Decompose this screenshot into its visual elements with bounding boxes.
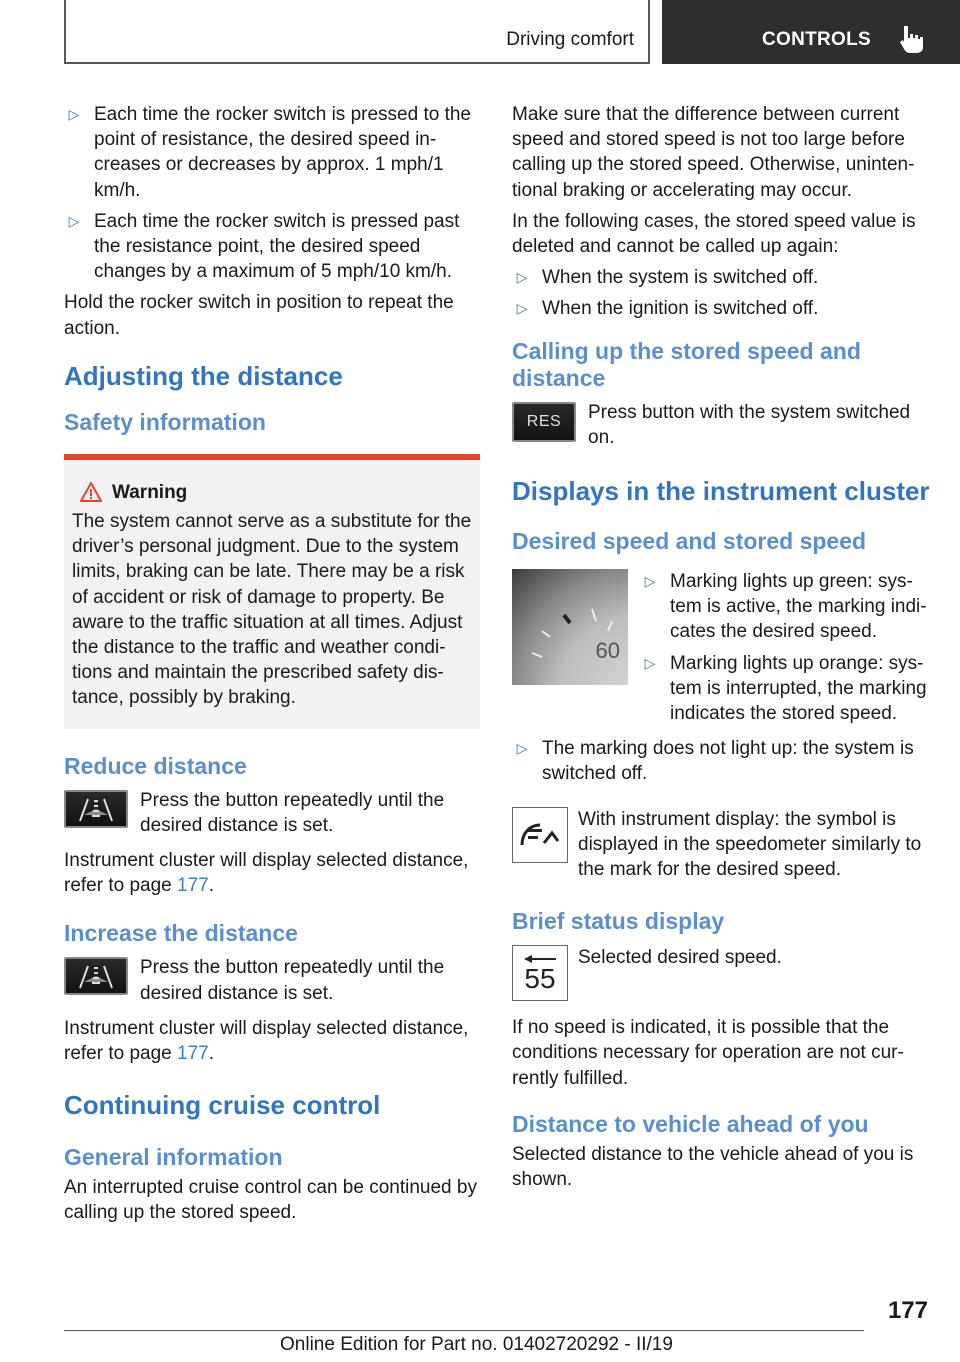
heading-general-information: General information — [64, 1144, 283, 1171]
general-paragraph: An interrupted cruise control can be continued by calling up the stored speed. — [64, 1177, 477, 1224]
brief-row — [512, 945, 932, 1001]
triangle-bullet-icon: ▷ — [516, 740, 528, 757]
list-item: ▷ Marking lights up orange: sys-tem is interrupted, the marking indicates the stored speed. — [640, 651, 932, 727]
heading-desired-stored: Desired speed and stored speed — [512, 528, 867, 555]
page-number: 177 — [887, 1297, 928, 1324]
brief-speed-value: 55 — [524, 963, 556, 995]
triangle-bullet-icon: ▷ — [68, 106, 80, 122]
distance-button-icon — [64, 957, 128, 995]
instrument-row — [512, 807, 932, 883]
header-chapter-title: CONTROLS — [762, 29, 872, 50]
warning-text: The system cannot serve as a substitute for the driver’s personal judgment. Due to the system limits, braking can be late. There may be a risk of accident or risk of damage to property. Be aware to the traffic situation at all times. Adjust the distance to the traffic and weather condi-tions and maintain the prescribed safety dis-tance, possibly by braking. — [72, 511, 472, 709]
increase-reference: Instrument cluster will display selected distance, refer to page 177. — [64, 1017, 469, 1065]
gauge-speed-value: 60 — [595, 637, 620, 663]
heading-adjusting-distance: Adjusting the distance — [64, 360, 343, 391]
triangle-bullet-icon: ▷ — [644, 654, 656, 671]
cruise-symbol-icon — [512, 807, 568, 863]
page-link[interactable]: 177 — [177, 875, 209, 897]
list-item: ▷ When the ignition is switched off. — [512, 296, 932, 321]
res-button-icon: RES — [512, 402, 576, 442]
header-section-box — [64, 0, 650, 64]
triangle-bullet-icon: ▷ — [644, 573, 656, 590]
heading-vehicle-ahead: Distance to vehicle ahead of you — [512, 1110, 869, 1137]
heading-increase-distance: Increase the distance — [64, 920, 298, 947]
speedometer-gauge-image — [512, 569, 628, 685]
marking-list — [640, 569, 932, 732]
increase-distance-row — [64, 955, 480, 1005]
triangle-bullet-icon: ▷ — [516, 269, 528, 286]
instrument-text: With instrument display: the symbol is displayed in the speedometer similarly to the mark for the desired speed. — [578, 808, 922, 881]
header-chapter-box — [662, 0, 960, 64]
following-cases-paragraph: In the following cases, the stored speed value is deleted and cannot be called up again: — [512, 210, 916, 258]
heading-displays-cluster: Displays in the instrument cluster — [512, 476, 930, 507]
heading-calling-stored: Calling up the stored speed and distance — [512, 337, 861, 391]
warning-title: Warning — [72, 480, 472, 505]
heading-reduce-distance: Reduce distance — [64, 752, 247, 779]
rocker-switch-list — [64, 102, 480, 284]
reduce-distance-text: Press the button repeatedly until the desired distance is set. — [140, 789, 445, 836]
vehicle-ahead-paragraph: Selected distance to the vehicle ahead of you is shown. — [512, 1143, 914, 1191]
warning-box — [64, 454, 480, 729]
right-column — [512, 102, 932, 1198]
list-item: ▷ When the system is switched off. — [512, 265, 932, 290]
footer-divider — [64, 1330, 864, 1331]
heading-brief-status: Brief status display — [512, 908, 725, 935]
reduce-distance-row — [64, 788, 480, 838]
warning-triangle-icon — [80, 482, 102, 502]
reduce-reference: Instrument cluster will display selected distance, refer to page 177. — [64, 850, 469, 897]
triangle-bullet-icon: ▷ — [516, 300, 528, 317]
header-section-title: Driving comfort — [506, 29, 634, 50]
heading-continuing-cruise: Continuing cruise control — [64, 1090, 381, 1121]
page-link[interactable]: 177 — [177, 1043, 209, 1065]
make-sure-paragraph: Make sure that the difference between current speed and stored speed is not too large before calling up the stored speed. Otherwise, uninten-tional braking or accelerating may occur. — [512, 104, 915, 201]
cases-list — [512, 265, 932, 321]
marking-off-list — [512, 736, 932, 786]
list-item: ▷ The marking does not light up: the system is switched off. — [512, 736, 932, 786]
list-item: ▷ Each time the rocker switch is pressed to the point of resistance, the desired speed in-creases or decreases by approx. 1 mph/1 km/h. — [64, 102, 480, 203]
brief-speed-symbol — [512, 945, 568, 1001]
hold-paragraph: Hold the rocker switch in position to repeat the action. — [64, 292, 454, 339]
list-item: ▷ Each time the rocker switch is pressed past the resistance point, the desired speed changes by a maximum of 5 mph/10 km/h. — [64, 209, 480, 285]
brief-text: Selected desired speed. — [578, 947, 782, 969]
pointing-hand-icon — [898, 24, 926, 54]
triangle-bullet-icon: ▷ — [68, 212, 80, 229]
no-speed-paragraph: If no speed is indicated, it is possible that the conditions necessary for operation are not cur-rently fulfilled. — [512, 1017, 904, 1089]
distance-button-icon — [64, 790, 128, 828]
increase-distance-text: Press the button repeatedly until the desired distance is set. — [140, 957, 445, 1004]
res-row — [512, 400, 932, 450]
res-text: Press button with the system switched on. — [588, 401, 911, 448]
left-column — [64, 102, 480, 1232]
footer-edition: Online Edition for Part no. 01402720292 - II/19 — [280, 1334, 673, 1355]
gauge-row — [512, 569, 932, 732]
list-item: ▷ Marking lights up green: sys-tem is active, the marking indi-cates the desired speed. — [640, 569, 932, 645]
heading-safety-information: Safety information — [64, 408, 266, 435]
